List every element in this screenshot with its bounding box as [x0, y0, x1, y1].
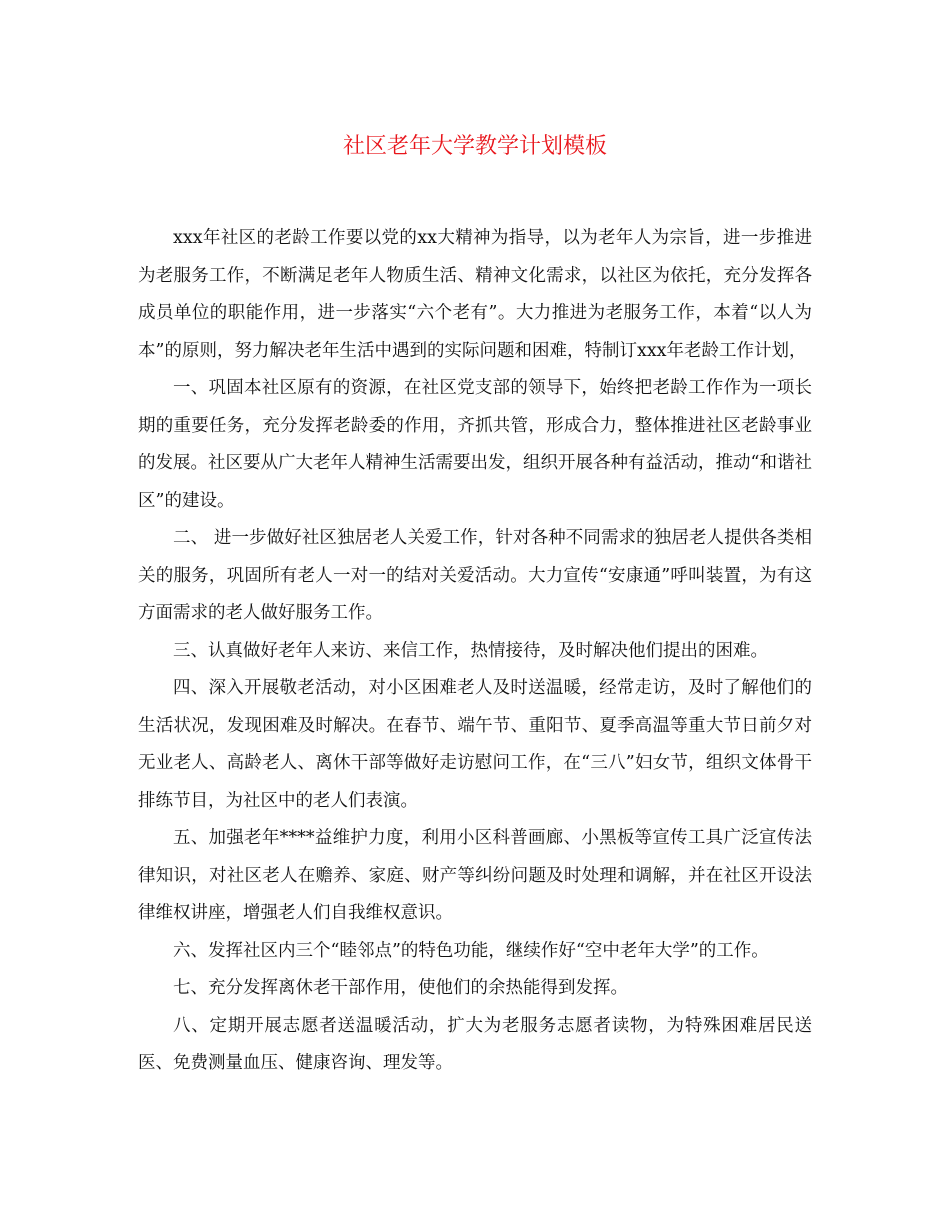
document-title: 社区老年大学教学计划模板: [342, 134, 607, 159]
paragraph-item-5: 五、加强老年****益维护力度，利用小区科普画廊、小黑板等宣传工具广泛宣传法律知识，对社区老人在赡养、家庭、财产等纠纷问题及时处理和调解，并在社区开设法律维权讲座，增强老人们自我维权意识。: [138, 828, 812, 923]
paragraph-intro: xxx年社区的老龄工作要以党的xx大精神为指导，以为老年人为宗旨，进一步推进为老服务工作，不断满足老年人物质生活、精神文化需求，以社区为依托，充分发挥各成员单位的职能作用，进一步落实“六个老有”。大力推进为老服务工作，本着“以人为本”的原则，努力解决老年生活中遇到的实际问题和困难，特制订xxx年老龄工作计划，: [138, 228, 812, 361]
paragraph-item-4: 四、深入开展敬老活动，对小区困难老人及时送温暖，经常走访，及时了解他们的生活状况，发现困难及时解决。在春节、端午节、重阳节、夏季高温等重大节日前夕对无业老人、高龄老人、离休干部等做好走访慰问工作，在“三八”妇女节，组织文体骨干排练节目，为社区中的老人们表演。: [138, 678, 812, 811]
paragraph-item-3: 三、认真做好老年人来访、来信工作，热情接待，及时解决他们提出的困难。: [173, 640, 768, 661]
paragraph-item-7: 七、充分发挥离休老干部作用，使他们的余热能得到发挥。: [173, 978, 628, 998]
document-body: [138, 220, 812, 1083]
paragraph-item-1: 一、巩固本社区原有的资源，在社区党支部的领导下，始终把老龄工作作为一项长期的重要任务，充分发挥老龄委的作用，齐抓共管，形成合力，整体推进社区老龄事业的发展。社区要从广大老年人精神生活需要出发，组织开展各种有益活动，推动“和谐社区”的建设。: [138, 378, 812, 511]
paragraph-item-2: 二、 进一步做好社区独居老人关爱工作，针对各种不同需求的独居老人提供各类相关的服务，巩固所有老人一对一的结对关爱活动。大力宣传“安康通”呼叫装置，为有这方面需求的老人做好服务工作。: [138, 528, 812, 623]
paragraph-item-6: 六、发挥社区内三个“睦邻点”的特色功能，继续作好“空中老年大学”的工作。: [173, 940, 769, 961]
paragraph-item-8: 八、定期开展志愿者送温暖活动，扩大为老服务志愿者读物，为特殊困难居民送医、免费测量血压、健康咨询、理发等。: [138, 1015, 812, 1073]
